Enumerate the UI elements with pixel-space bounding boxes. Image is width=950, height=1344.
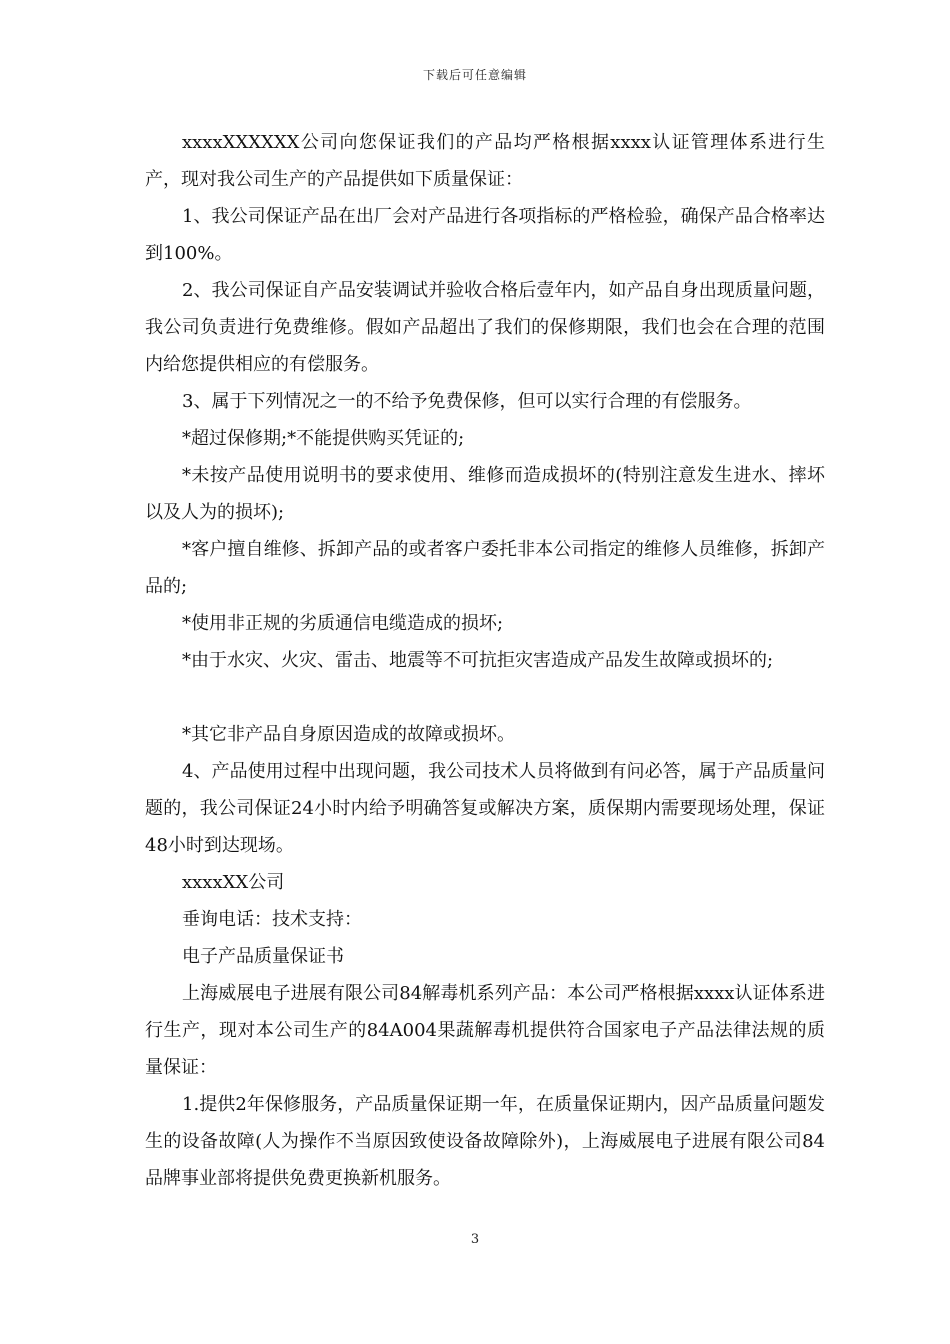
header-note: 下载后可任意编辑 (422, 68, 527, 82)
paragraph-second-item-1: 1.提供2年保修服务，产品质量保证期一年，在质量保证期内，因产品质量问题发生的设备故障(人为操作不当原因致使设备故障除外)，上海威展电子进展有限公司84品牌事业部将提供免费更换新机服务。 (145, 1094, 825, 1189)
paragraph-intro: xxxxXXXXXX公司向您保证我们的产品均严格根据xxxx认证管理体系进行生产，现对我公司生产的产品提供如下质量保证： (145, 132, 825, 190)
bullet-cable-damage: *使用非正规的劣质通信电缆造成的损坏; (182, 613, 504, 634)
paragraph-item-4: 4、产品使用过程中出现问题，我公司技术人员将做到有问必答，属于产品质量问题的，我公司保证24小时内给予明确答复或解决方案，质保期内需要现场处理，保证48小时到达现场。 (145, 761, 825, 856)
bullet-natural-disaster: *由于水灾、火灾、雷击、地震等不可抗拒灾害造成产品发生故障或损坏的; (182, 650, 774, 671)
paragraph-item-3: 3、属于下列情况之一的不给予免费保修，但可以实行合理的有偿服务。 (182, 391, 752, 412)
paragraph-item-1: 1、我公司保证产品在出厂会对产品进行各项指标的严格检验，确保产品合格率达到100%。 (145, 206, 825, 264)
section-title: 电子产品质量保证书 (182, 946, 344, 967)
bullet-other-causes: *其它非产品自身原因造成的故障或损坏。 (182, 724, 515, 745)
document-body (145, 124, 825, 1197)
bullet-improper-use: *未按产品使用说明书的要求使用、维修而造成损坏的(特别注意发生进水、摔坏以及人为的损坏); (145, 465, 825, 523)
paragraph-second-intro: 上海威展电子进展有限公司84解毒机系列产品：本公司严格根据xxxx认证体系进行生产，现对本公司生产的84A004果蔬解毒机提供符合国家电子产品法律法规的质量保证： (145, 983, 825, 1078)
contact-line: 垂询电话：技术支持： (182, 909, 362, 930)
company-signature: xxxxXX公司 (182, 872, 285, 893)
page-number: 3 (470, 1232, 480, 1247)
paragraph-item-2: 2、我公司保证自产品安装调试并验收合格后壹年内，如产品自身出现质量问题，我公司负责进行免费维修。假如产品超出了我们的保修期限，我们也会在合理的范围内给您提供相应的有偿服务。 (145, 280, 825, 375)
bullet-warranty-expired: *超过保修期;*不能提供购买凭证的; (182, 428, 465, 449)
bullet-unauthorized-repair: *客户擅自维修、拆卸产品的或者客户委托非本公司指定的维修人员维修，拆卸产品的; (145, 539, 825, 597)
